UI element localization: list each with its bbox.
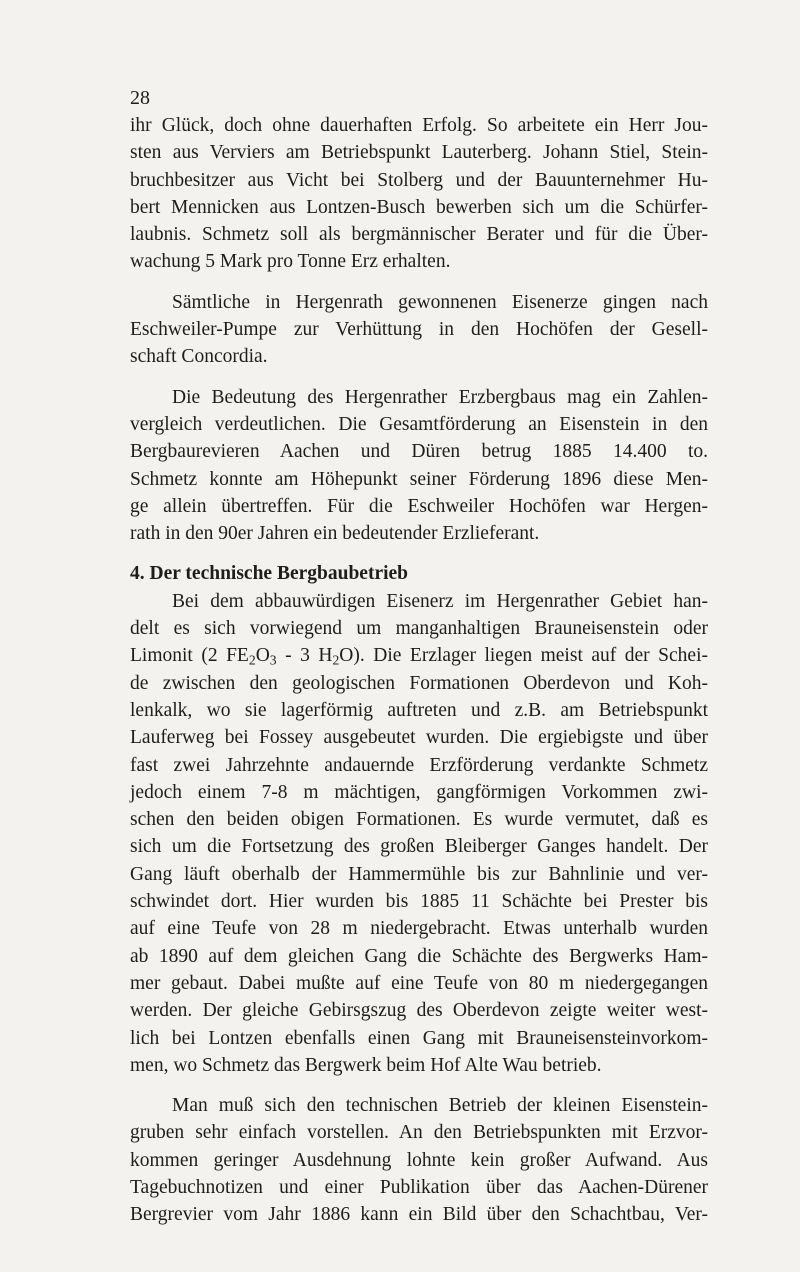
text-line: Tagebuchnotizen und einer Publikation über das Aachen-Dürener [130, 1176, 708, 1198]
section-heading: 4. Der technische Bergbaubetrieb [130, 563, 409, 585]
text-line: bert Mennicken aus Lontzen-Busch bewerben sich um die Schürfer- [130, 196, 708, 218]
text-line: lich bei Lontzen ebenfalls einen Gang mit Brauneisensteinvorkom- [130, 1027, 708, 1049]
text-line: Man muß sich den technischen Betrieb der kleinen Eisenstein- [172, 1095, 708, 1117]
text-line: bruchbesitzer aus Vicht bei Stolberg und der Bauunternehmer Hu- [130, 169, 708, 191]
text-line: wachung 5 Mark pro Tonne Erz erhalten. [130, 251, 451, 273]
text-line: mer gebaut. Dabei mußte auf eine Teufe von 80 m niedergegangen [130, 972, 708, 994]
text-line: gruben sehr einfach vorstellen. An den Betriebspunkten mit Erzvor- [130, 1122, 708, 1144]
text-line: schaft Concordia. [130, 346, 268, 368]
text-line: schwindet dort. Hier wurden bis 1885 11 Schächte bei Prester bis [130, 891, 708, 913]
text-line: Sämtliche in Hergenrath gewonnenen Eisenerze gingen nach [172, 291, 708, 313]
paragraph-5 [130, 1092, 708, 1228]
text-line: laubnis. Schmetz soll als bergmännischer Berater und für die Über- [130, 224, 708, 246]
text-line: Eschweiler-Pumpe zur Verhüttung in den Hochöfen der Gesell- [130, 319, 708, 341]
text-line: Bergrevier vom Jahr 1886 kann ein Bild über den Schachtbau, Ver- [130, 1204, 708, 1226]
paragraph-2 [130, 289, 708, 371]
text-line: Bei dem abbauwürdigen Eisenerz im Hergenrather Gebiet han- [172, 590, 708, 612]
text-line: fast zwei Jahrzehnte andauernde Erzförderung verdankte Schmetz [130, 754, 708, 776]
text-line: ab 1890 auf dem gleichen Gang die Schächte des Bergwerks Ham- [130, 945, 708, 967]
text-line: Schmetz konnte am Höhepunkt seiner Förderung 1896 diese Men- [130, 468, 708, 490]
text-line: schen den beiden obigen Formationen. Es wurde vermutet, daß es [130, 809, 708, 831]
page-number: 28 [130, 87, 150, 109]
text-line: rath in den 90er Jahren ein bedeutender Erzlieferant. [130, 523, 540, 545]
text-line: ihr Glück, doch ohne dauerhaften Erfolg. So arbeitete ein Herr Jou- [130, 115, 708, 136]
text-line: de zwischen den geologischen Formationen Oberdevon und Koh- [130, 672, 708, 694]
text-line: delt es sich vorwiegend um manganhaltigen Brauneisenstein oder [130, 618, 708, 640]
text-line: kommen geringer Ausdehnung lohnte kein großer Aufwand. Aus [130, 1149, 708, 1171]
paragraph-4 [130, 588, 708, 1079]
text-line: Bergbaurevieren Aachen und Düren betrug 1885 14.400 to. [130, 441, 708, 463]
text-line: vergleich verdeutlichen. Die Gesamtförderung an Eisenstein in den [130, 413, 708, 435]
text-line: Die Bedeutung des Hergenrather Erzbergbaus mag ein Zahlen- [172, 386, 708, 408]
text-line: Gang läuft oberhalb der Hammermühle bis zur Bahnlinie und ver- [130, 863, 708, 885]
paragraph-1 [130, 112, 708, 276]
text-line: men, wo Schmetz das Bergwerk beim Hof Alte Wau betrieb. [130, 1054, 602, 1076]
page-body [130, 84, 708, 1229]
text-line: auf eine Teufe von 28 m niedergebracht. Etwas unterhalb wurden [130, 918, 708, 940]
text-line: lenkalk, wo sie lagerförmig auftreten und z.B. am Betriebspunkt [130, 699, 708, 721]
paragraph-3 [130, 384, 708, 548]
text-line-formula: Limonit (2 $FE_2O_3 - 3$ $H_2O$). Die Erzlager liegen meist auf der Schei- [130, 645, 708, 668]
text-line: ge allein übertreffen. Für die Eschweiler Hochöfen war Hergen- [130, 495, 708, 517]
text-line: Lauferweg bei Fossey ausgebeutet wurden. Die ergiebigste und über [130, 727, 708, 749]
text-line: jedoch einem 7-8 m mächtigen, gangförmigen Vorkommen zwi- [130, 781, 708, 803]
text-line: werden. Der gleiche Gebirsgszug des Oberdevon zeigte weiter west- [130, 1000, 708, 1022]
text-line: sich um die Fortsetzung des großen Bleiberger Ganges handelt. Der [130, 836, 708, 858]
text-line: sten aus Verviers am Betriebspunkt Lauterberg. Johann Stiel, Stein- [130, 142, 708, 164]
